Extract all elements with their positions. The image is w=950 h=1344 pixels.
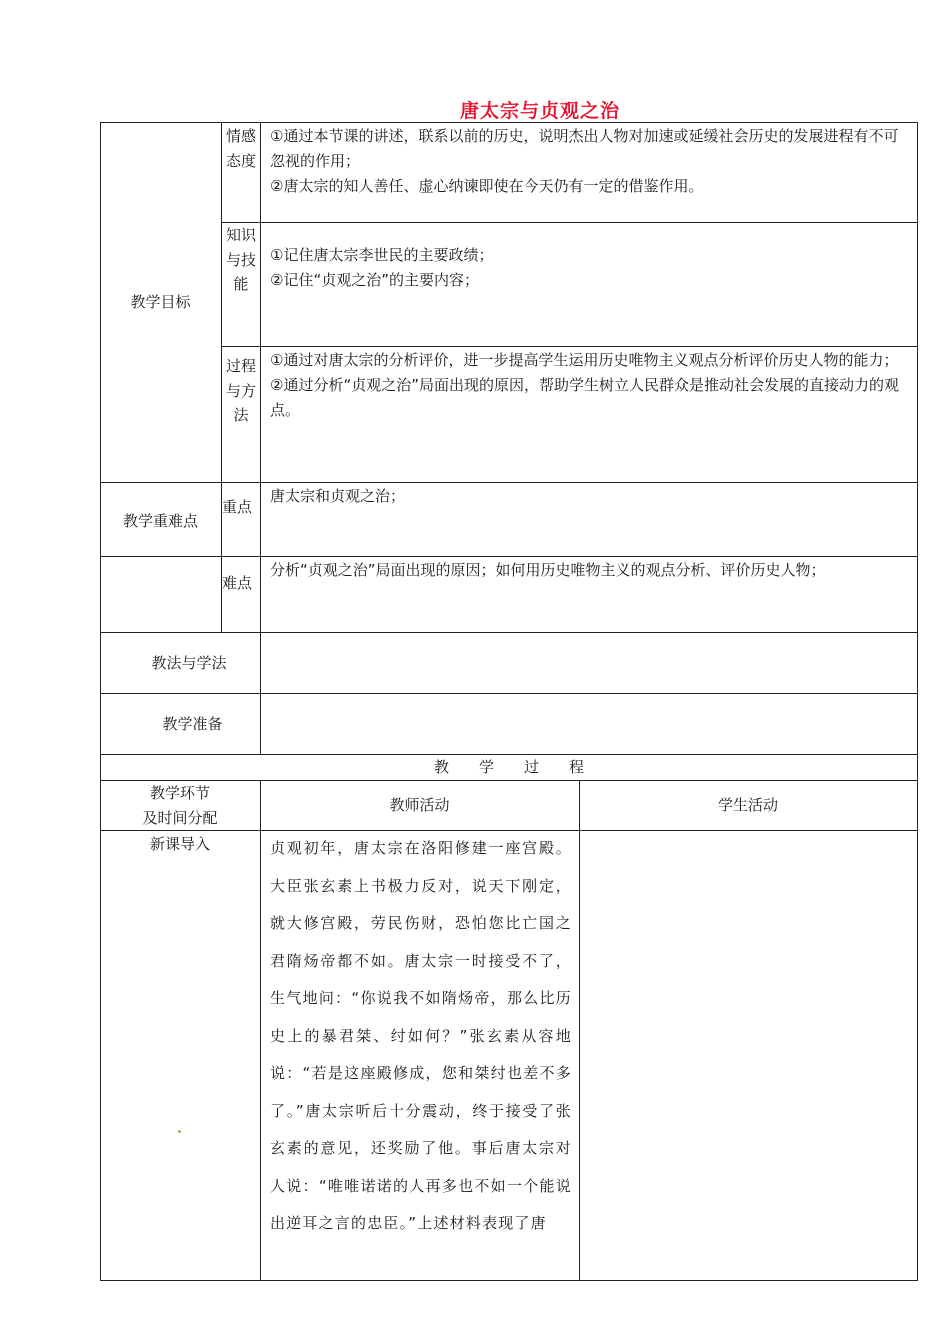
prep-label: 教学准备 <box>162 715 223 733</box>
document-title: 唐太宗与贞观之治 <box>459 100 620 122</box>
process-heading: 过程与方法 <box>225 357 256 424</box>
goals-label: 教学目标 <box>130 293 191 311</box>
intro-teacher-text: 贞观初年，唐太宗在洛阳修建一座宫殿。大臣张玄素上书极力反对，说天下刚定，就大修宫殿，劳民伤财，恐怕您比亡国之君隋炀帝都不如。唐太宗一时接受不了，生气地问：“你说我不如隋炀帝，那么比历史上的暴君桀、纣如何？”张玄素从容地说：“若是这座殿修成，您和桀纣也差不多了。”唐太宗听后十分震动，终于接受了张玄素的意见，还奖励了他。事后唐太宗对人说：“唯唯诺诺的人再多也不如一个能说出逆耳之言的忠臣。”上述材料表现了唐 <box>270 839 572 1232</box>
emotion-line-1: ①通过本节课的讲述，联系以前的历史，说明杰出人物对加速或延缓社会历史的发展进程有不可忽视的作用； <box>270 127 899 170</box>
focus-heading: 重点 <box>222 498 253 516</box>
key-points-label: 教学重难点 <box>122 512 198 530</box>
column-teacher-header: 教师活动 <box>389 796 450 814</box>
column-stage-header: 教学环节 及时间分配 <box>142 784 218 827</box>
intro-stage: 新课导入 <box>149 835 210 853</box>
stray-dot <box>178 1130 181 1133</box>
emotion-line-2: ②唐太宗的知人善任、虚心纳谏即使在今天仍有一定的借鉴作用。 <box>270 177 704 195</box>
column-student-header: 学生活动 <box>717 796 778 814</box>
focus-text: 唐太宗和贞观之治； <box>270 487 406 505</box>
knowledge-line-1: ①记住唐太宗李世民的主要政绩； <box>270 246 494 264</box>
process-content <box>270 348 912 423</box>
process-line-1: ①通过对唐太宗的分析评价，进一步提高学生运用历史唯物主义观点分析评价历史人物的能力； <box>270 351 899 369</box>
knowledge-line-2: ②记住“贞观之治”的主要内容； <box>270 271 479 289</box>
knowledge-content <box>270 243 912 293</box>
methods-label: 教法与学法 <box>151 654 227 672</box>
emotion-heading: 情感态度 <box>225 127 256 170</box>
knowledge-heading: 知识与技能 <box>225 226 256 293</box>
process-line-2: ②通过分析“贞观之治”局面出现的原因，帮助学生树立人民群众是推动社会发展的直接动力的观点。 <box>270 376 899 419</box>
process-section-header: 教 学 过 程 <box>433 758 584 776</box>
difficulty-heading: 难点 <box>222 574 253 592</box>
emotion-content <box>270 124 912 199</box>
difficulty-text: 分析“贞观之治”局面出现的原因；如何用历史唯物主义的观点分析、评价历史人物； <box>270 561 826 579</box>
